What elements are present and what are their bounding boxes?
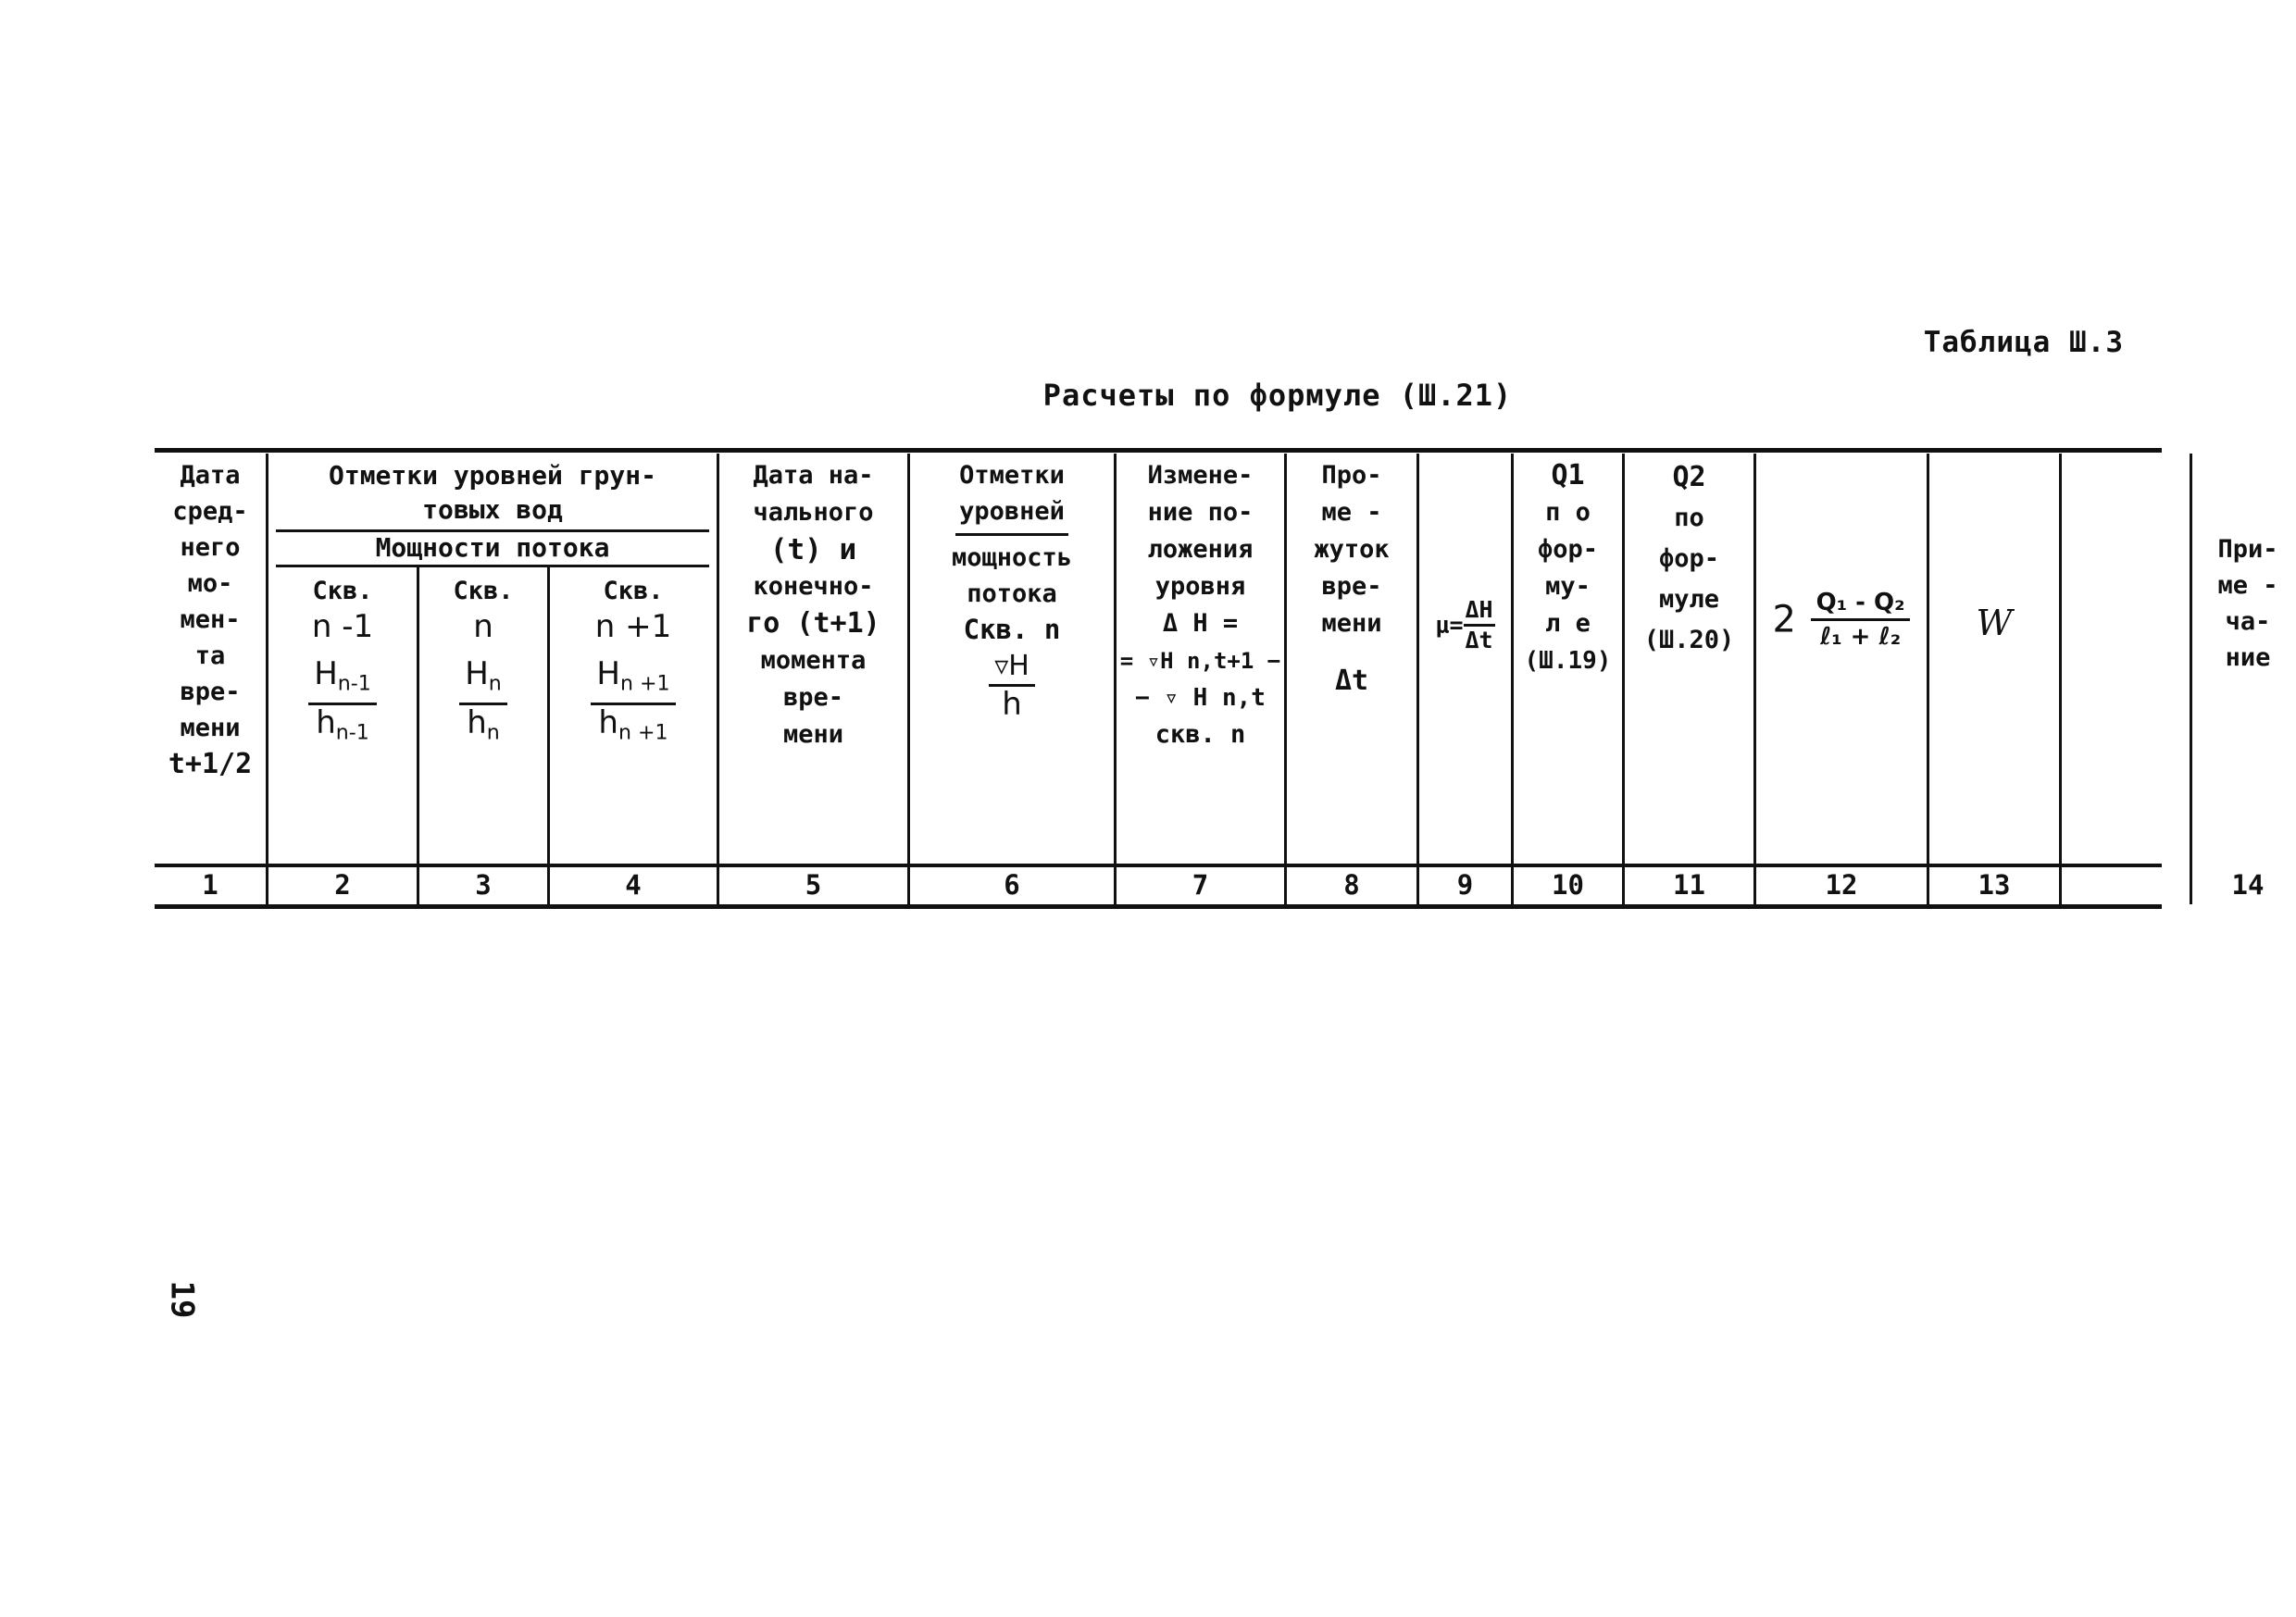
header-col4 (550, 573, 717, 751)
mu-numerator: ΔH (1464, 596, 1495, 627)
header-col7-line: = ▿H n,t+1 − (1119, 648, 1281, 674)
header-col11-line: фор- (1658, 544, 1720, 573)
level-numerator (459, 656, 507, 705)
header-col7 (1117, 457, 1284, 753)
header-col1-line: вре- (180, 678, 241, 706)
level-fraction (459, 656, 507, 751)
header-col7-line: уровня (1154, 572, 1246, 601)
col-divider (1753, 454, 1756, 904)
header-col14 (2192, 531, 2296, 676)
header-col1-line: сред- (172, 497, 248, 526)
level-sub: n-1 (337, 671, 371, 696)
header-col8-line: ме - (1321, 498, 1382, 527)
header-col10-line: (Ш.19) (1524, 647, 1612, 675)
well-label: Скв. (603, 577, 664, 605)
header-col7-line: ние по- (1147, 498, 1254, 527)
level-var: h (467, 703, 487, 741)
table-bottom-rule (155, 904, 2162, 909)
column-number: 2 (334, 869, 351, 901)
level-denominator: h (1002, 686, 1022, 723)
column-number: 4 (625, 869, 642, 901)
column-number: 5 (805, 869, 822, 901)
level-denominator (459, 705, 507, 752)
header-col10 (1514, 457, 1622, 679)
header-col5-line: Дата на- (753, 461, 874, 490)
level-fraction (308, 656, 377, 751)
column-number: 13 (1978, 869, 2011, 901)
level-numerator: ▿H (989, 648, 1035, 687)
group-title (276, 457, 709, 528)
level-fraction (591, 656, 675, 751)
header-col1-line: t+1/2 (168, 748, 253, 780)
header-col8-line: мени (1321, 609, 1382, 638)
column-number: 8 (1343, 869, 1360, 901)
header-col7-line: Измене- (1147, 461, 1254, 490)
header-col6-line: Отметки (959, 461, 1065, 490)
table-label: Таблица Ш.3 (1923, 326, 2124, 359)
header-col6-line: Скв. n (963, 614, 1061, 645)
header-col12 (1756, 587, 1927, 653)
level-numerator (308, 656, 377, 705)
column-number: 3 (475, 869, 492, 901)
header-col5-line: го (t+1) (746, 607, 880, 640)
header-col5-line: чального (753, 498, 874, 527)
header-col5-line: мени (782, 720, 844, 749)
header-col5 (719, 457, 907, 753)
formula-denominator: ℓ₁ + ℓ₂ (1819, 623, 1902, 651)
header-col7-line: скв. n (1154, 720, 1246, 749)
col-divider (1416, 454, 1419, 904)
column-number: 7 (1192, 869, 1209, 901)
column-number: 11 (1673, 869, 1705, 901)
column-number: 1 (202, 869, 218, 901)
header-col7-line: Δ H = (1162, 609, 1239, 638)
header-col5-line: конечно- (753, 572, 874, 601)
column-number: 12 (1825, 869, 1858, 901)
col-divider (2059, 454, 2062, 904)
header-col1 (155, 457, 266, 782)
column-number: 14 (2231, 869, 2265, 901)
header-col8-line: жуток (1314, 535, 1390, 564)
well-number: n +1 (594, 608, 672, 645)
column-number: 6 (1004, 869, 1020, 901)
header-col2 (268, 573, 417, 751)
header-col1-line: него (180, 533, 241, 562)
level-sub: n (486, 720, 500, 745)
column-number: 10 (1552, 869, 1584, 901)
mu-denominator: Δt (1465, 627, 1493, 653)
group-subtitle: Мощности потока (375, 532, 610, 563)
header-col7-line: − ▿ H n,t (1135, 684, 1266, 712)
header-col6 (910, 457, 1114, 723)
header-col6-line: уровней (955, 493, 1068, 536)
header-col11 (1625, 457, 1753, 661)
group-title-line: товых вод (422, 494, 563, 525)
header-col10-line: Q1 (1551, 459, 1585, 491)
group-title-line: Отметки уровней грун- (328, 460, 656, 491)
header-col5-line: вре- (782, 683, 844, 712)
header-col1-line: та (194, 641, 226, 670)
header-col14-line: При- (2217, 535, 2278, 564)
table-top-rule (155, 448, 2162, 453)
level-var: H (314, 655, 338, 692)
header-col10-line: фор- (1537, 535, 1599, 564)
header-col10-line: л е (1545, 609, 1591, 638)
header-col11-line: (Ш.20) (1643, 626, 1735, 654)
formula-fraction (1811, 587, 1911, 653)
header-col8 (1287, 457, 1416, 700)
level-var: H (465, 655, 489, 692)
header-col14-line: ча- (2225, 607, 2271, 636)
header-col6-line: мощность (951, 543, 1073, 572)
level-denominator (591, 705, 675, 752)
well-label: Скв. (453, 577, 514, 605)
header-col6-line: потока (967, 579, 1057, 608)
col-divider (1927, 454, 1929, 904)
header-col1-line: мен- (180, 605, 241, 634)
mu-prefix: μ= (1435, 611, 1464, 639)
header-col8-line: Δt (1334, 665, 1369, 697)
formula-prefix: 2 (1772, 598, 1796, 641)
header-col14-line: ме - (2217, 571, 2278, 600)
well-number: n -1 (311, 608, 374, 645)
level-numerator (591, 656, 675, 705)
formula-numerator: Q₁ - Q₂ (1811, 587, 1911, 621)
data-table (155, 448, 2278, 909)
header-col11-line: по (1674, 504, 1704, 532)
header-col8-line: Про- (1321, 461, 1382, 490)
level-sub: n-1 (335, 720, 369, 745)
level-sub: n +1 (619, 671, 670, 696)
header-col5-line: (t) и (769, 533, 857, 566)
header-col9 (1419, 596, 1511, 654)
header-col7-line: ложения (1147, 535, 1254, 564)
header-col11-line: муле (1658, 585, 1720, 614)
well-label: Скв. (312, 577, 373, 605)
header-col10-line: му- (1545, 572, 1591, 601)
col-divider (2190, 454, 2192, 904)
header-col10-line: п о (1545, 498, 1591, 527)
level-sub: n (488, 671, 502, 696)
level-var: h (316, 703, 336, 741)
header-col14-line: ние (2225, 643, 2271, 672)
header-bottom-rule (155, 864, 2162, 867)
page-number: 19 (163, 1280, 201, 1319)
header-col1-line: мо- (187, 569, 233, 598)
level-var: H (596, 655, 620, 692)
level-fraction (989, 648, 1035, 723)
header-col5-line: момента (760, 646, 867, 675)
header-col3 (419, 573, 547, 751)
header-col11-line: Q2 (1672, 461, 1706, 493)
header-col1-line: Дата (180, 461, 241, 490)
level-var: h (598, 703, 618, 741)
header-col13: W (1976, 603, 2013, 643)
well-number: n (473, 608, 493, 645)
header-col8-line: вре- (1321, 572, 1382, 601)
mu-fraction (1464, 596, 1495, 654)
table-title: Расчеты по формуле (Ш.21) (1042, 378, 1513, 413)
level-sub: n +1 (618, 720, 668, 745)
level-denominator (308, 705, 377, 752)
header-col1-line: мени (180, 714, 241, 742)
column-number: 9 (1456, 869, 1474, 901)
